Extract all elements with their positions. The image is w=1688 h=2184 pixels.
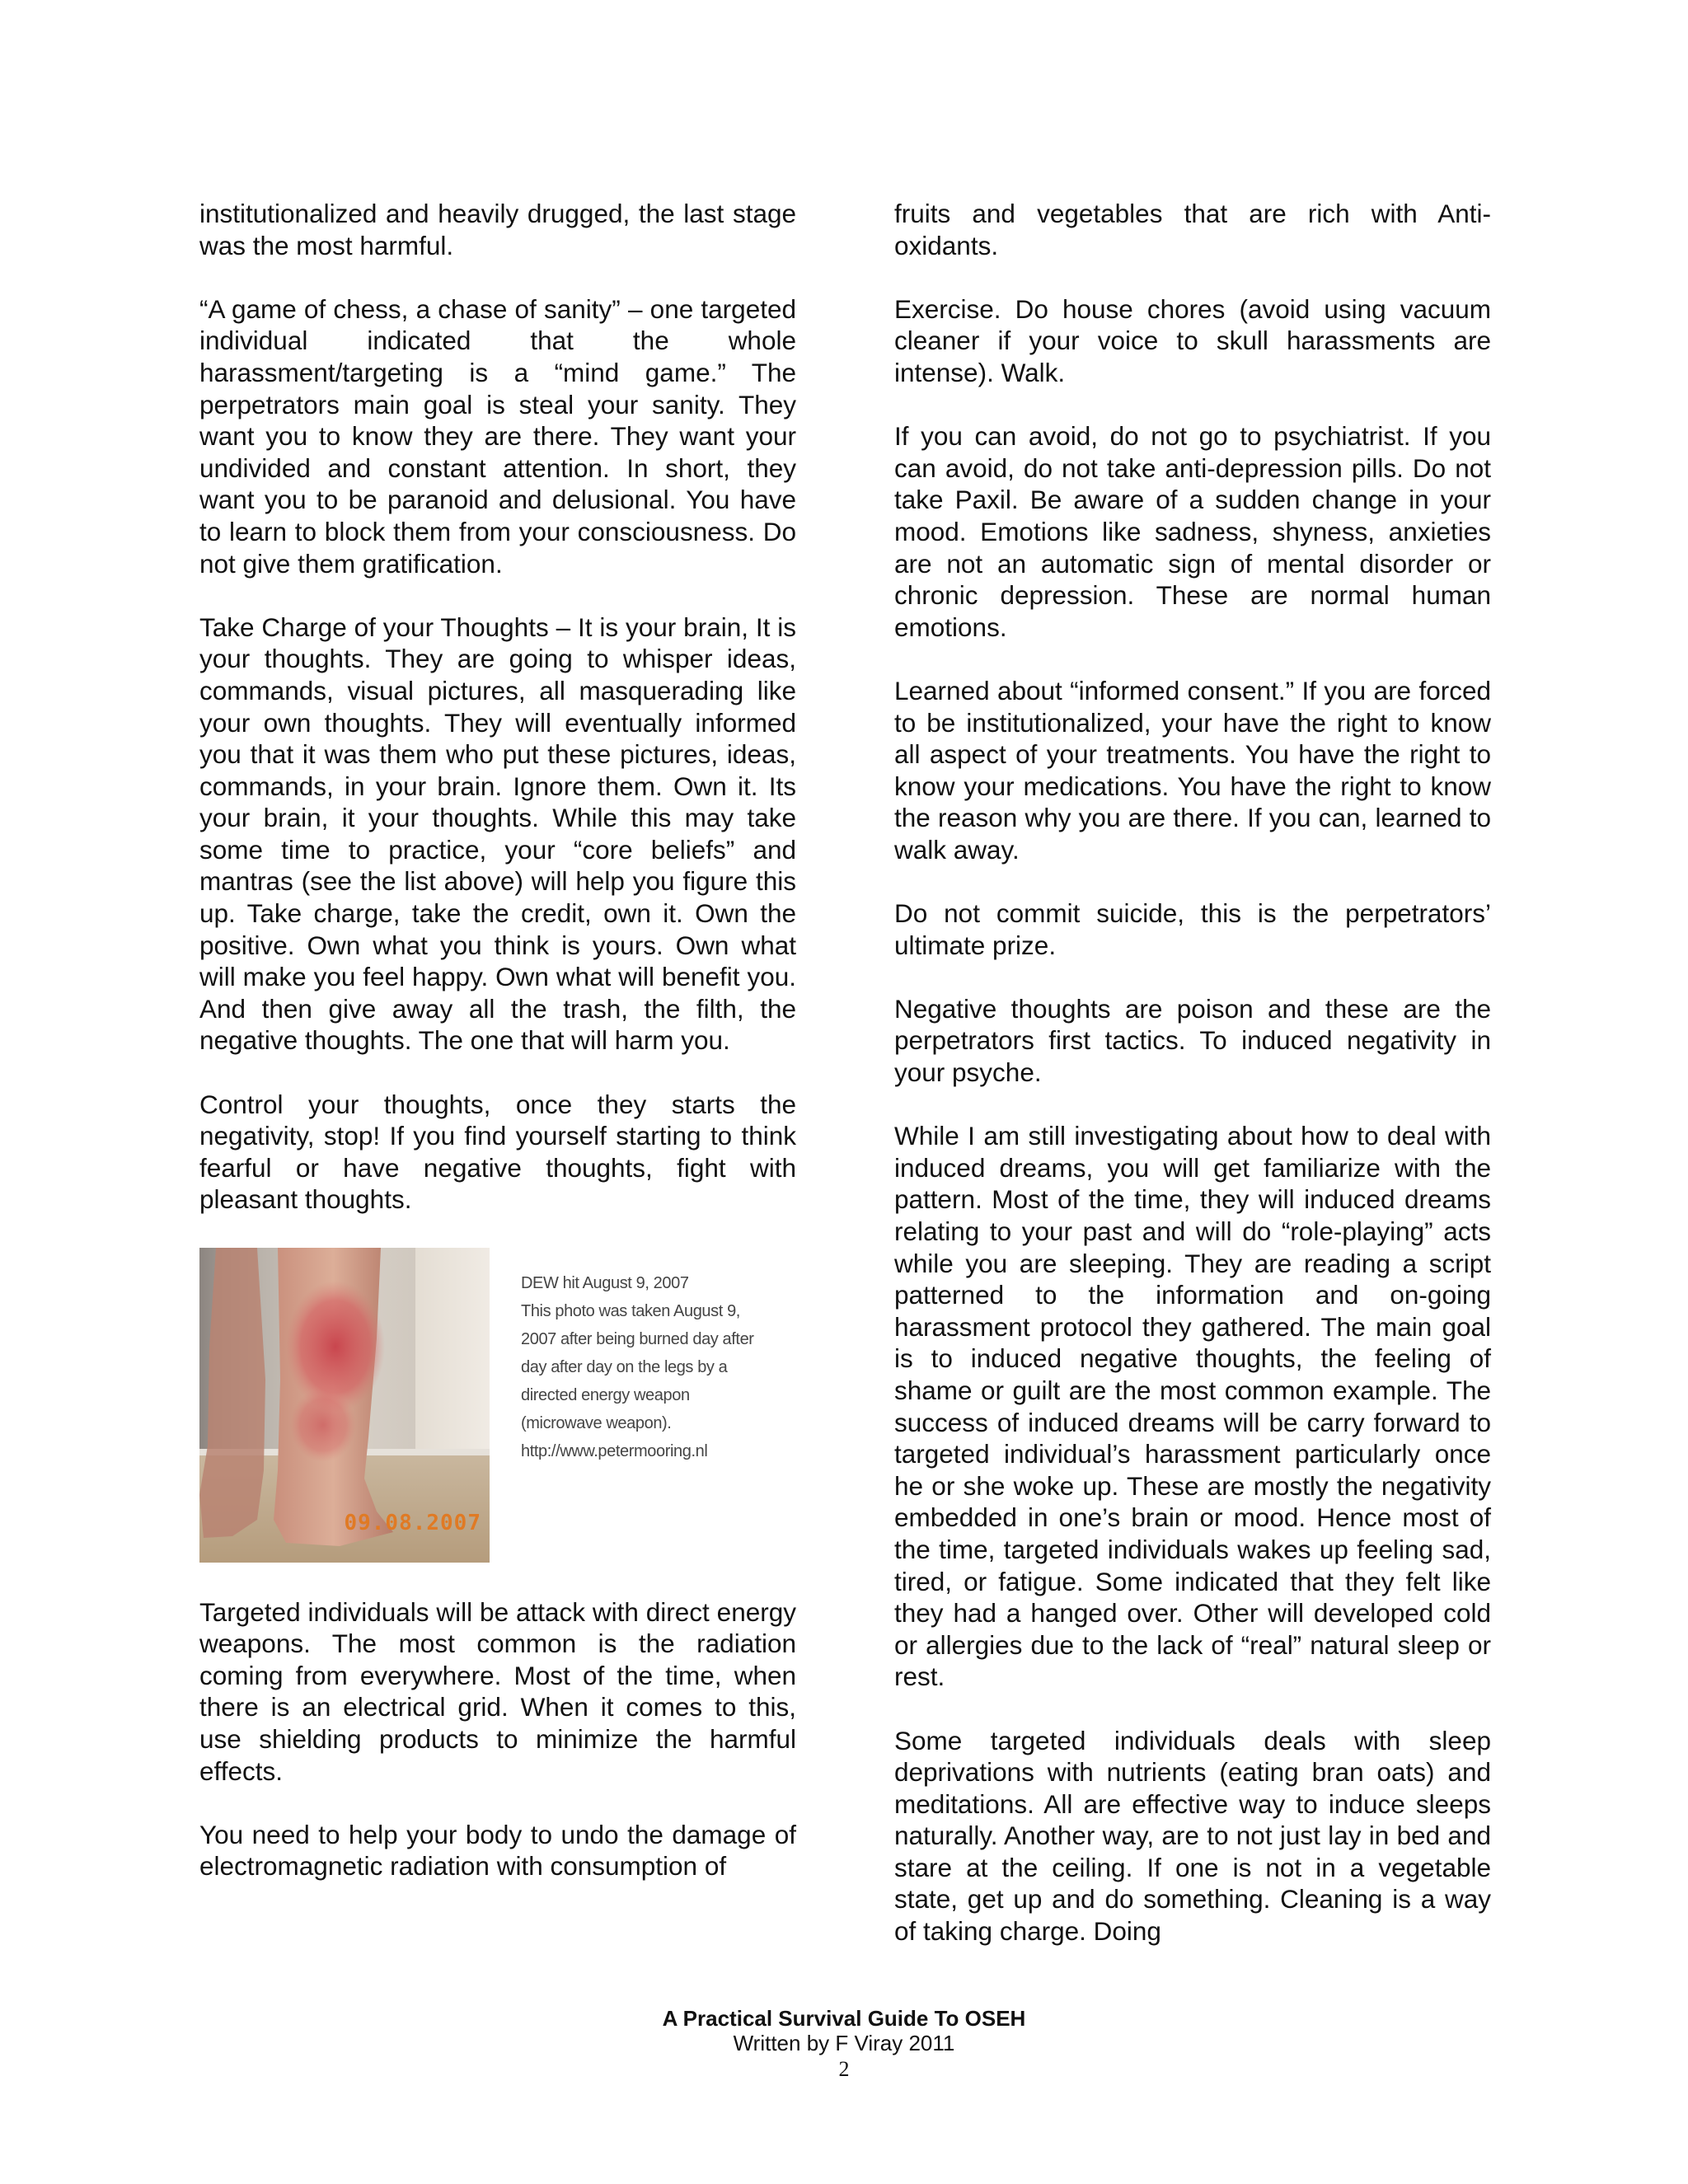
paragraph: Do not commit suicide, this is the perpetrators’ ultimate prize. bbox=[894, 898, 1491, 960]
caption-line: directed energy weapon bbox=[521, 1385, 690, 1404]
paragraph: Take Charge of your Thoughts – It is your brain, It is your thoughts. They are going to whisper ideas, commands, visual pictures, all masquerading like your own thoughts. They will eventually informed you that it was them who put these pictures, ideas, commands, in your brain. Ignore them. Own it. Its your brain, it your thoughts. While this may take some time to practice, your “core beliefs” and mantras (see the list above) will help you figure this up. Take charge, take the credit, own it. Own the positive. Own what you think is yours. Own what will make you feel happy. Own what will benefit you. And then give away all the trash, the filth, the negative thoughts. The one that will harm you. bbox=[199, 612, 796, 1056]
photo-figure bbox=[199, 1248, 796, 1563]
page-footer bbox=[0, 2006, 1688, 2082]
paragraph: If you can avoid, do not go to psychiatrist. If you can avoid, do not take anti-depression pills. Do not take Paxil. Be aware of a sudden change in your mood. Emotions like sadness, shyness, anxieties are not an automatic sign of mental disorder or chronic depression. These are normal human emotions. bbox=[894, 421, 1491, 642]
page-number: 2 bbox=[838, 2057, 850, 2081]
caption-line: (microwave weapon). bbox=[521, 1413, 672, 1432]
paragraph: fruits and vegetables that are rich with Anti-oxidants. bbox=[894, 199, 1491, 260]
caption-line: http://www.petermooring.nl bbox=[521, 1441, 708, 1460]
left-column bbox=[199, 198, 796, 1882]
paragraph: Control your thoughts, once they starts the negativity, stop! If you find yourself starting to think fearful or have negative thoughts, fight with pleasant thoughts. bbox=[199, 1089, 796, 1215]
paragraph: Negative thoughts are poison and these are the perpetrators first tactics. To induced negativity in your psyche. bbox=[894, 993, 1491, 1088]
paragraph: Targeted individuals will be attack with direct energy weapons. The most common is the radiation coming from everywhere. Most of the time, when there is an electrical grid. When it comes to this, use shielding products to minimize the harmful effects. bbox=[199, 1596, 796, 1786]
paragraph: Some targeted individuals deals with sleep deprivations with nutrients (eating bran oats) and meditations. All are effective way to induce sleeps naturally. Another way, are to not just lay in bed and stare at the ceiling. If one is not in a vegetable state, get up and do something. Cleaning is a way of taking charge. Doing bbox=[894, 1725, 1491, 1947]
photo-caption bbox=[521, 1269, 754, 1465]
paragraph: While I am still investigating about how to deal with induced dreams, you will get familiarize with the pattern. Most of the time, they will induced dreams relating to your past and will do “role-playing” acts while you are sleeping. They are reading a script patterned to the information and on-going harassment protocol they gathered. The main goal is to induced negative thoughts, the feeling of shame or guilt are the most common example. The success of induced dreams will be carry forward to targeted individual’s harassment particularly once he or she woke up. These are mostly the negativity embedded in one’s brain or mood. Hence most of the time, targeted individuals wakes up feeling sad, tired, or fatigue. Some indicated that they felt like they had a hanged over. Other will developed cold or allergies due to the lack of “real” natural sleep or rest. bbox=[894, 1121, 1491, 1692]
photo-datestamp: 09.08.2007 bbox=[344, 1511, 481, 1535]
footer-title: A Practical Survival Guide To OSEH bbox=[662, 2006, 1026, 2031]
leg-burn-photo bbox=[199, 1248, 490, 1563]
footer-author: Written by F Viray 2011 bbox=[733, 2031, 955, 2055]
right-column bbox=[894, 198, 1491, 1947]
paragraph: You need to help your body to undo the damage of electromagnetic radiation with consumption of bbox=[199, 1819, 796, 1882]
caption-line: day after day on the legs by a bbox=[521, 1357, 728, 1376]
caption-line: This photo was taken August 9, bbox=[521, 1301, 740, 1320]
paragraph: Learned about “informed consent.” If you are forced to be institutionalized, your have the right to know all aspect of your treatments. You have the right to know your medications. You have the right to know the reason why you are there. If you can, learned to walk away. bbox=[894, 675, 1491, 865]
caption-line: DEW hit August 9, 2007 bbox=[521, 1273, 689, 1292]
paragraph: Exercise. Do house chores (avoid using vacuum cleaner if your voice to skull harassments are intense). Walk. bbox=[894, 293, 1491, 387]
paragraph: institutionalized and heavily drugged, the last stage was the most harmful. bbox=[199, 199, 796, 260]
paragraph: “A game of chess, a chase of sanity” – one targeted individual indicated that the whole harassment/targeting is a “mind game.” The perpetrators main goal is steal your sanity. They want you to know they are there. They want your undivided and constant attention. In short, they want you to be paranoid and delusional. You have to learn to block them from your consciousness. Do not give them gratification. bbox=[199, 293, 796, 579]
caption-line: 2007 after being burned day after bbox=[521, 1329, 754, 1348]
